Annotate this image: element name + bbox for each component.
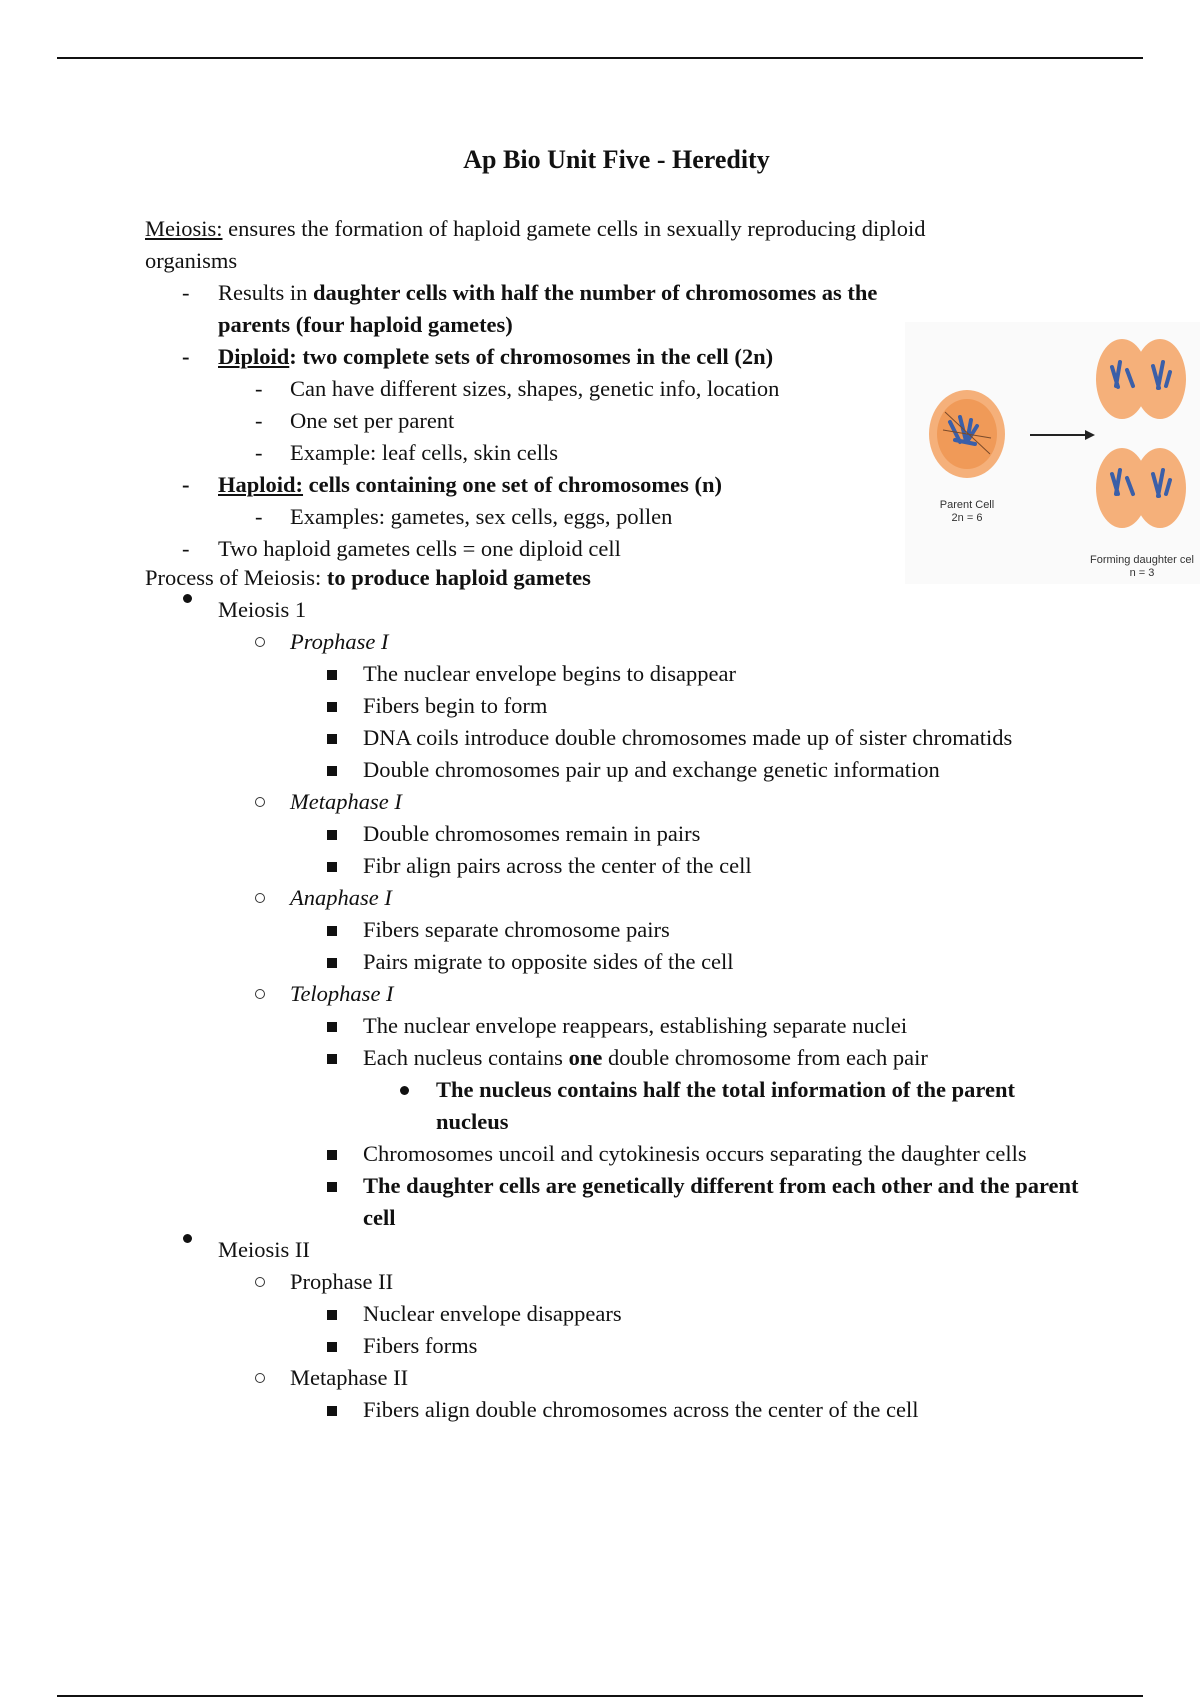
bullet-dot: [183, 1234, 192, 1243]
top-rule: [57, 57, 1143, 59]
bullet-circle: [255, 989, 265, 999]
list-item: - Two haploid gametes cells = one diploid cell: [182, 536, 621, 561]
parent-cell: [929, 390, 1005, 478]
meiosis-cell-figure: [905, 322, 1200, 584]
parent-cell-ploidy: 2n = 6: [951, 512, 983, 524]
list-item: - One set per parent: [255, 408, 455, 433]
bullet-circle: [255, 637, 265, 647]
daughter-cell-label: Forming daughter cel: [1090, 554, 1194, 566]
list-item: Fibr align pairs across the center of the cell: [145, 850, 1145, 882]
bullet-circle: [255, 1277, 265, 1287]
list-item: Fibers forms: [145, 1330, 1145, 1362]
haploid-term: Haploid:: [218, 472, 304, 497]
list-item: Double chromosomes remain in pairs: [145, 818, 1145, 850]
bullet-circle: [255, 1373, 265, 1383]
list-item: - Examples: gametes, sex cells, eggs, pollen: [255, 504, 673, 529]
cell-division-illustration: [905, 322, 1200, 584]
prophase-1-heading: Prophase I: [145, 626, 1145, 658]
metaphase-2-heading: Metaphase II: [145, 1362, 1145, 1394]
dash-bullet: -: [182, 472, 190, 497]
list-item: The nuclear envelope reappears, establishing separate nuclei: [145, 1010, 1145, 1042]
list-item: DNA coils introduce double chromosomes made up of sister chromatids: [145, 722, 1145, 754]
haploid-item: - Haploid: cells containing one set of chromosomes (n): [145, 469, 1145, 501]
meiosis-2-heading: Meiosis II: [145, 1234, 1145, 1266]
list-item: The daughter cells are genetically different from each other and the parent cell: [145, 1170, 1083, 1234]
list-item: Each nucleus contains one double chromosome from each pair: [145, 1042, 1145, 1074]
list-item: Fibers begin to form: [145, 690, 1145, 722]
metaphase-1-heading: Metaphase I: [145, 786, 1145, 818]
list-item: The nucleus contains half the total information of the parent nucleus: [145, 1074, 1076, 1138]
list-item: - Can have different sizes, shapes, genetic info, location: [255, 376, 780, 401]
list-item: The nuclear envelope begins to disappear: [145, 658, 1145, 690]
list-item: - Example: leaf cells, skin cells: [255, 440, 559, 465]
page-title: Ap Bio Unit Five - Heredity: [463, 145, 770, 174]
bullet-circle: [255, 893, 265, 903]
meiosis-term: Meiosis:: [145, 216, 223, 241]
parent-cell-label: Parent Cell: [939, 499, 995, 511]
list-item: Pairs migrate to opposite sides of the cell: [145, 946, 1145, 978]
anaphase-1-heading: Anaphase I: [145, 882, 1145, 914]
meiosis-definition: [145, 213, 1015, 277]
list-item: Fibers separate chromosome pairs: [145, 914, 1145, 946]
diploid-item: - Diploid: two complete sets of chromosomes in the cell (2n): [145, 341, 1145, 373]
daughter-cell-ploidy: n = 3: [1129, 567, 1155, 579]
list-item: Chromosomes uncoil and cytokinesis occurs separating the daughter cells: [145, 1138, 1145, 1170]
bullet-circle: [255, 797, 265, 807]
diploid-term: Diploid: [218, 344, 290, 369]
meiosis-1-heading: Meiosis 1: [145, 594, 1145, 626]
list-item: Fibers align double chromosomes across the center of the cell: [145, 1394, 1145, 1426]
prophase-2-heading: Prophase II: [145, 1266, 1145, 1298]
list-item: Nuclear envelope disappears: [145, 1298, 1145, 1330]
bullet-dot: [183, 594, 192, 603]
dash-bullet: -: [182, 344, 190, 369]
telophase-1-heading: Telophase I: [145, 978, 1145, 1010]
list-item: - Results in daughter cells with half the number of chromosomes as the parents (four haploid gametes): [145, 277, 878, 341]
process-heading: Process of Meiosis: to produce haploid gametes: [145, 565, 591, 590]
list-item: Double chromosomes pair up and exchange genetic information: [145, 754, 1145, 786]
bottom-rule: [57, 1695, 1143, 1697]
dash-bullet: -: [182, 280, 190, 305]
meiosis-definition-text: ensures the formation of haploid gamete cells in sexually reproducing diploid organisms: [145, 216, 926, 273]
